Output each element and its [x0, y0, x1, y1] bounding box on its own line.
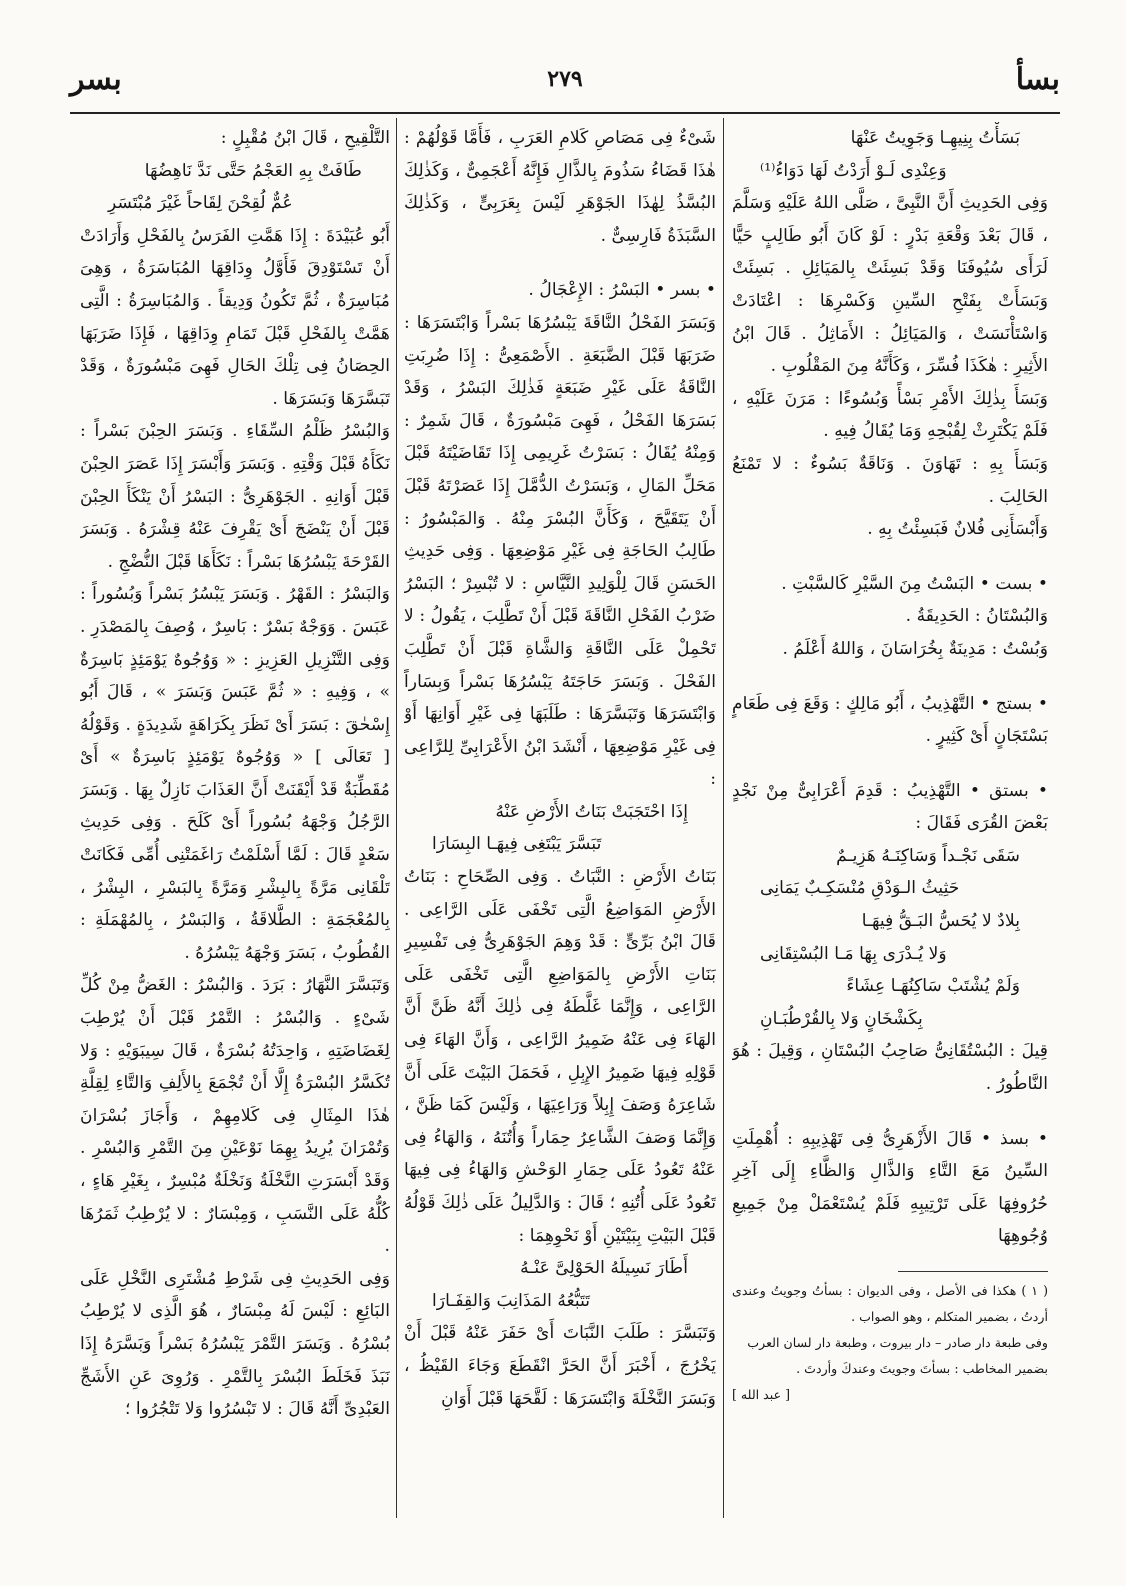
- verse-line: بِكَشْخَانٍ وَلا بِالقُرْطُبَـانِ: [760, 1008, 923, 1029]
- entry-bstj: • بستج • التَّهْذِيبُ ، أَبُو مَالِكٍ : وَقَعَ فِى طَعَامٍ بَسْتَجَانٍ أَىْ كَثِيرٍ .: [732, 693, 1048, 747]
- paragraph: بَنَاتُ الأَرْضِ : النَّبَاتُ . وَفِى الصِّحَاحِ : بَنَاتُ الأَرْضِ المَوَاضِعُ الَّتِى تَخْفَى عَلَى الرَّاعِى . قَالَ ابْنُ بَرِّىٍّ : قَدْ وَهِمَ الجَوْهَرِىُّ فِى تَفْسِيرِ بَنَاتِ الأَرْضِ بِالمَوَاضِعِ الَّتِى تَخْفَى عَلَى الرَّاعِى ، وَإِنَّمَا غَلَّطَهُ فِى ذٰلِكَ أَنَّهُ ظَنَّ أَنَّ الهَاءَ فِى عَنْهُ ضَمِيرُ الرَّاعِى ، وَأَنَّ الهَاءَ فِى قَوْلِهِ فِيهَا ضَمِيرُ الإِبِلِ ، فَحَمَلَ البَيْتَ عَلَى أَنَّ شَاعِرَهُ وَصَفَ إِبِلاً وَرَاعِيَهَا ، وَلَيْسَ كَمَا ظَنَّ ، وَإِنَّمَا وَصَفَ الشَّاعِرُ حِمَاراً وَأُتُنَهُ ، وَالهَاءُ فِى عَنْهُ تَعُودُ عَلَى حِمَارِ الوَحْشِ وَالهَاءُ فِى فِيهَا تَعُودُ عَلَى أُتُنِهِ ؛ قَالَ : وَالدَّلِيلُ عَلَى ذٰلِكَ قَوْلُهُ قَبْلَ البَيْتِ بِبَيْتَيْنِ أَوْ نَحْوِهِمَا :: [404, 867, 716, 1246]
- column-middle: [404, 122, 716, 1517]
- paragraph: وَتَبَسَّرَ النَّهَارُ : بَرَدَ . وَالبُسْرُ : الغَضُّ مِنْ كُلِّ شَىْءٍ . وَالبُسْرُ : التَّمْرُ قَبْلَ أَنْ يُرْطِبَ لِغَضَاضَتِهِ ، وَاحِدَتُهُ بُسْرَةٌ ، قَالَ سِيبَوَيْهِ : وَلا تُكَسَّرُ البُسْرَةُ إِلَّا أَنْ تُجْمَعَ بِالأَلِفِ وَالتَّاءِ لِقِلَّةِ هٰذَا المِثَالِ فِى كَلامِهِمْ ، وَأَجَازَ بُسْرَانَ وَتُمْرَانَ يُرِيدُ بِهِمَا نَوْعَيْنِ مِنَ التَّمْرِ وَالبُسْرِ . وَقَدْ أَبْسَرَتِ النَّخْلَةُ وَنَخْلَةٌ مُبْسِرٌ ، بِغَيْرِ هَاءٍ ، كُلُّهُ عَلَى النَّسَبِ ، وَمِبْسَارٌ : لا يُرْطِبُ ثَمَرُهَا .: [80, 975, 390, 1257]
- footnote-signature: [ عبد الله ]: [732, 1387, 791, 1402]
- header-left-word: بسر: [70, 62, 122, 97]
- verse-line: عُمٌّ لُقِحْنَ لِقَاحاً غَيْرَ مُبْتَسَرِ: [108, 193, 293, 214]
- paragraph: التَّلْقِيحِ ، قَالَ ابْنُ مُقْبِلٍ :: [220, 128, 390, 148]
- paragraph: شَىْءٌ فِى مَصَاصِ كَلامِ العَرَبِ ، فَأَمَّا قَوْلُهُمْ : هٰذَا قَضَاءُ سَذُومَ بِالذَّالِ فَإِنَّهُ أَعْجَمِىٌّ ، وَكَذٰلِكَ البُسَّذُ لِهٰذَا الجَوْهَرِ لَيْسَ بِعَرَبِىٍّ ، وَكَذٰلِكَ السَّبَذَةُ فَارِسِىٌّ .: [404, 128, 716, 246]
- paragraph: وَالبُسْرُ ظَلْمُ السِّقَاءِ . وَبَسَرَ الحِبْنَ بَسْراً : نَكَأَهُ قَبْلَ وَقْتِهِ . وَبَسَرَ وَأَبْسَرَ إِذَا عَصَرَ الحِبْنَ قَبْلَ أَوَانِهِ . الجَوْهَرِىُّ : البَسْرُ أَنْ يَنْكَأَ الحِبْنَ قَبْلَ أَنْ يَنْضَجَ أَىْ يَقْرِفَ عَنْهُ قِشْرَهُ . وَبَسَرَ القَرْحَةَ يَبْسُرُهَا بَسْراً : نَكَأَهَا قَبْلَ النُّضْجِ .: [80, 421, 390, 572]
- paragraph: قِيلَ : البُسْتُقَانِىُّ صَاحِبُ البُسْتَانِ ، وَقِيلَ : هُوَ النَّاطُورُ .: [732, 1041, 1048, 1095]
- page-header: [70, 62, 1060, 102]
- verse-line: وَلا يُـدْرَى بِهَا مَـا البُسْتِقَانِى: [760, 943, 947, 964]
- column-left: [80, 122, 390, 1517]
- verse-line: بَسَأْتُ بِنِيهِـا وَجَوِيتُ عَنْهَا: [850, 128, 1020, 148]
- footnote-rule: [898, 1271, 1048, 1272]
- column-divider: [396, 118, 397, 1518]
- paragraph: وَأَبْسَأَنِى فُلانٌ فَبَسِئْتُ بِهِ .: [867, 519, 1048, 540]
- verse-line: إِذَا احْتَجَبَتْ بَنَاتُ الأَرْضِ عَنْهُ: [495, 801, 688, 822]
- entry-bsdh: • بسذ • قَالَ الأَزْهَرِىُّ فِى تَهْذِيبِهِ : أُهْمِلَتِ السِّينُ مَعَ التَّاءِ وَالذَّالِ وَالظَّاءِ إِلَى آخِرِ حُرُوفِهَا عَلَى تَرْتِيبِهِ فَلَمْ يُسْتَعْمَلْ مِنْ جَمِيعِ وُجُوهِهَا: [732, 1128, 1048, 1247]
- verse-line: تَبَسَّرَ يَبْتَغِى فِيهَـا البِسَارَا: [432, 834, 602, 855]
- header-right-word: بسأ: [1015, 62, 1060, 97]
- paragraph: وَالبُسْتَانُ : الحَدِيقَةُ .: [905, 606, 1048, 627]
- paragraph: وَتَبَسَّرَ : طَلَبَ النَّبَاتَ أَىْ حَفَرَ عَنْهُ قَبْلَ أَنْ يَخْرُجَ ، أَخْبَرَ أَنَّ الحَرَّ انْقَطَعَ وَجَاءَ القَيْظُ ، وَبَسَرَ النَّخْلَةَ وَابْتَسَرَهَا : لَقَّحَهَا قَبْلَ أَوَانِ: [404, 1323, 716, 1409]
- entry-bstq: • بستق • التَّهْذِيبُ : قَدِمَ أَعْرَابِىٌّ مِنْ نَجْدٍ بَعْضَ القُرَى فَقَالَ :: [732, 780, 1048, 834]
- verse-line: أَطَارَ نَسِيلَهُ الحَوْلِىَّ عَنْـهُ: [520, 1258, 688, 1279]
- column-right: [732, 122, 1048, 1517]
- verse-line: حَثِيثُ الـوَدْقِ مُنْسَكِـبٌ يَمَانِى: [760, 878, 960, 899]
- page-number: ٢٧٩: [547, 66, 583, 92]
- verse-line: سَقَى نَجْـداً وَسَاكِنَـهُ هَزِيـمٌ: [836, 845, 1020, 866]
- paragraph: وَبَسَرَ الفَحْلُ النَّاقَةَ يَبْسُرُهَا بَسْراً وَابْتَسَرَهَا : ضَرَبَهَا قَبْلَ الضَّبَعَةِ . الأَصْمَعِىُّ : إِذَا ضُرِبَتِ النَّاقَةُ عَلَى غَيْرِ ضَبَعَةٍ فَذٰلِكَ البَسْرُ ، وَقَدْ بَسَرَهَا الفَحْلُ ، فَهِىَ مَبْسُورَةٌ ، قَالَ شَمِرٌ : وَمِنْهُ يُقَالُ : بَسَرْتُ غَرِيمِى إِذَا تَقَاضَيْتَهُ قَبْلَ مَحَلِّ المَالِ ، وَبَسَرْتُ الدُّمَّلَ إِذَا عَصَرْتَهُ قَبْلَ أَنْ يَتَقَيَّحَ ، وَكَأَنَّ البُسْرَ مِنْهُ . وَالمَبْسُورُ : طَالِبُ الحَاجَةِ فِى غَيْرِ مَوْضِعِهَا . وَفِى حَدِيثِ الحَسَنِ قَالَ لِلْوَلِيدِ النَّيَّاسِ : لا تُبْسِرْ ؛ البَسْرُ ضَرْبُ الفَحْلِ النَّاقَةَ قَبْلَ أَنْ تَطَّلِبَ ، يَقُولُ : لا تَحْمِلْ عَلَى النَّاقَةِ وَالشَّاةِ قَبْلَ أَنْ تَطَّلِبَ الفَحْلَ . وَبَسَرَ حَاجَتَهُ يَبْسُرُهَا بَسْراً وَبِسَاراً وَابْتَسَرَهَا وَتَبَسَّرَهَا : طَلَبَهَا فِى غَيْرِ أَوَانِهَا أَوْ فِى غَيْرِ مَوْضِعِهَا ، أَنْشَدَ ابْنُ الأَعْرَابِىِّ لِلرَّاعِى :: [404, 312, 716, 790]
- paragraph: أَبُو عُبَيْدَةَ : إِذَا هَمَّتِ الفَرَسُ بِالفَحْلِ وَأَرَادَتْ أَنْ تَسْتَوْدِقَ فَأَوَّلُ وِدَاقِهَا المُبَاسَرَةُ ، وَهِىَ مُبَاسِرَةٌ ، ثُمَّ تَكُونُ وَدِيقاً . وَالمُبَاسِرَةُ : الَّتِى هَمَّتْ بِالفَحْلِ قَبْلَ تَمَامِ وِدَاقِهَا ، فَإِذَا ضَرَبَهَا الحِصَانُ فِى تِلْكَ الحَالِ فَهِىَ مَبْسُورَةٌ ، وَقَدْ تَبَسَّرَهَا وَبَسَرَهَا .: [80, 225, 390, 409]
- paragraph: وَبُسْتُ : مَدِينَةٌ بِخُرَاسَانَ ، وَاللهُ أَعْلَمُ .: [782, 638, 1048, 659]
- verse-line: تَتَبُّعُهُ المَذَانِبَ وَالقِفَـارَا: [432, 1290, 591, 1311]
- footnote: بضمير المخاطب : بسأتَ وجويتَ وعندكَ وأردتَ .: [796, 1361, 1048, 1376]
- entry-bsr: • بسر • البَسْرُ : الإِعْجَالُ .: [528, 280, 716, 301]
- verse-line: طَافَتْ بِهِ العَجْمُ حَتَّى نَدَّ نَاهِضُهَا: [144, 160, 362, 181]
- verse-line: بِلادٌ لا يُحَسُّ البَـقُّ فِيهَـا: [861, 911, 1020, 932]
- footnote: ( ١ ) هكذا فى الأصل ، وفى الديوان : بسأتُ وجويتُ وعندى أردتُ ، بضمير المتكلم ، وهو الصواب .: [732, 1283, 1048, 1324]
- paragraph: وَفِى الحَدِيثِ فِى شَرْطِ مُشْتَرِى النَّخْلِ عَلَى البَائِعِ : لَيْسَ لَهُ مِبْسَارٌ ، هُوَ الَّذِى لا يُرْطِبُ بُسْرُهُ . وَبَسَرَ التَّمْرَ يَبْسُرُهُ بَسْراً وَبَسَّرَهُ إِذَا نَبَذَ فَخَلَطَ البُسْرَ بِالتَّمْرِ . وَرُوِىَ عَنِ الأَشَجِّ العَبْدِىِّ أَنَّهُ قَالَ : لا تَبْسُرُوا وَلا تَتْجُرُوا ؛: [80, 1268, 390, 1420]
- column-divider: [723, 118, 724, 1518]
- header-rule: [70, 112, 1060, 114]
- footnote: وفى طبعة دار صادر – دار بيروت ، وطبعة دار لسان العرب: [747, 1335, 1048, 1350]
- paragraph: وَبَسَأَ بِذٰلِكَ الأَمْرِ بَسْأً وَبُسُوءًا : مَرَنَ عَلَيْهِ ، فَلَمْ يَكْتَرِثْ لِقُبْحِهِ وَمَا يُقَالُ فِيهِ .: [732, 388, 1048, 442]
- paragraph: وَفِى الحَدِيثِ أَنَّ النَّبِىَّ ، صَلَّى اللهُ عَلَيْهِ وَسَلَّمَ ، قَالَ بَعْدَ وَقْعَةِ بَدْرٍ : لَوْ كَانَ أَبُو طَالِبٍ حَيًّا لَرَأَى سُيُوفَنَا وَقَدْ بَسِئَتْ بِالمَيَائِلِ . بَسِئَتْ وَبَسَأَتْ بِفَتْحِ السِّينِ وَكَسْرِهَا : اعْتَادَتْ وَاسْتَأْنَسَتْ ، وَالمَيَائِلُ : الأَمَاثِلُ . قَالَ ابْنُ الأَثِيرِ : هٰكَذَا فُسِّرَ ، وَكَأَنَّهُ مِنَ المَقْلُوبِ .: [732, 193, 1048, 377]
- paragraph: وَالبَسْرُ : القَهْرُ . وَبَسَرَ يَبْسُرُ بَسْراً وَبُسُوراً : عَبَسَ . وَوَجْهٌ بَسْرٌ : بَاسِرٌ ، وُصِفَ بِالمَصْدَرِ . وَفِى التَّنْزِيلِ العَزِيزِ : « وَوُجُوهٌ يَوْمَئِذٍ بَاسِرَةٌ » ، وَفِيهِ : « ثُمَّ عَبَسَ وَبَسَرَ » ، قَالَ أَبُو إِسْحٰقَ : بَسَرَ أَىْ نَظَرَ بِكَرَاهَةٍ شَدِيدَةٍ . وَقَوْلُهُ [ تَعَالَى ] « وَوُجُوهٌ يَوْمَئِذٍ بَاسِرَةٌ » أَىْ مُقَطِّبَةٌ قَدْ أَيْقَنَتْ أَنَّ العَذَابَ نَازِلٌ بِهَا . وَبَسَرَ الرَّجُلُ وَجْهَهُ بُسُوراً أَىْ كَلَحَ . وَفِى حَدِيثِ سَعْدٍ قَالَ : لَمَّا أَسْلَمْتُ رَاغَمَتْنِى أُمِّى فَكَانَتْ تَلْقَانِى مَرَّةً بِالبِشْرِ وَمَرَّةً بِالبَسْرِ ، البِشْرُ ، بِالمُعْجَمَةِ : الطَّلاقَةُ ، وَالبَسْرُ ، بِالمُهْمَلَةِ : القُطُوبُ ، بَسَرَ وَجْهَهُ يَبْسُرُهُ .: [80, 584, 390, 963]
- paragraph: وَبَسَأَ بِهِ : تَهَاوَنَ . وَنَاقَةٌ بَسُوءٌ : لا تَمْنَعُ الحَالِبَ .: [732, 453, 1048, 507]
- verse-line: وَلَمْ يُشْتَبْ سَاكِنُهَـا عِشَاءً: [846, 976, 1020, 997]
- verse-line: وَعِنْدِى لَـوْ أَرَدْتُ لَهَا دَوَاءُ⁽¹⁾: [760, 160, 947, 181]
- entry-bst: • بست • البَسْتُ مِنَ السَّيْرِ كَالسَّبْتِ .: [781, 573, 1048, 594]
